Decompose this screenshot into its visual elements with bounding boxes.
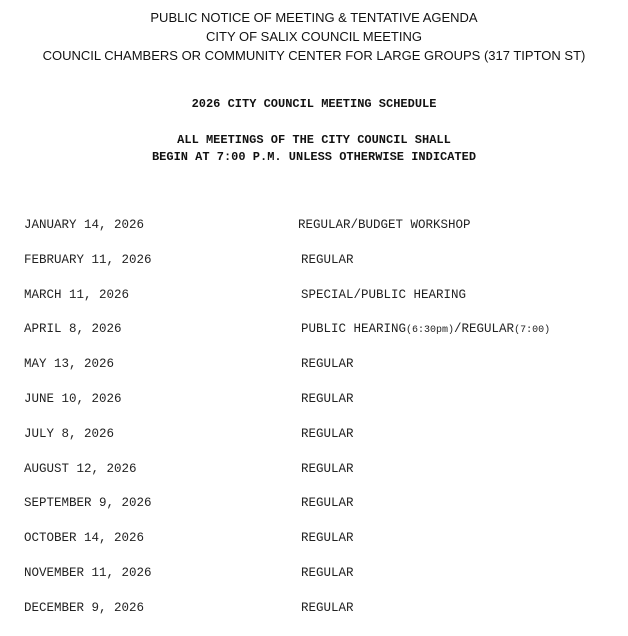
- meeting-date: JANUARY 14, 2026: [24, 218, 145, 232]
- meeting-type: SPECIAL/PUBLIC HEARING: [301, 287, 467, 302]
- schedule-note-line-2: BEGIN AT 7:00 P.M. UNLESS OTHERWISE INDICATED: [151, 150, 477, 164]
- meeting-type: REGULAR: [301, 252, 354, 267]
- meeting-time: (6:30pm): [406, 325, 455, 337]
- schedule-row-march: [0, 287, 628, 322]
- meeting-type: REGULAR/BUDGET WORKSHOP: [298, 218, 471, 232]
- schedule-row-august: [0, 461, 628, 496]
- meeting-date: MAY 13, 2026: [24, 357, 115, 372]
- meeting-date: NOVEMBER 11, 2026: [24, 565, 152, 580]
- meeting-type: REGULAR: [301, 426, 354, 441]
- meeting-type: REGULAR: [301, 496, 354, 511]
- schedule-row-may: [0, 356, 628, 391]
- meeting-type: REGULAR: [301, 391, 354, 406]
- meeting-type: REGULAR: [301, 565, 354, 580]
- schedule-row-april: [0, 321, 628, 356]
- notice-header: [0, 8, 628, 65]
- meeting-date: APRIL 8, 2026: [24, 322, 122, 337]
- schedule-row-october: [0, 530, 628, 565]
- meeting-date: FEBRUARY 11, 2026: [24, 252, 152, 267]
- meeting-type: REGULAR: [301, 357, 354, 372]
- schedule-row-july: [0, 426, 628, 461]
- notice-title: PUBLIC NOTICE OF MEETING & TENTATIVE AGENDA: [150, 10, 478, 25]
- meeting-type: REGULAR: [301, 531, 354, 546]
- meeting-date: MARCH 11, 2026: [24, 287, 130, 302]
- meeting-date: AUGUST 12, 2026: [24, 461, 137, 476]
- council-name: CITY OF SALIX COUNCIL MEETING: [206, 29, 422, 44]
- meeting-date: SEPTEMBER 9, 2026: [24, 496, 152, 511]
- meeting-type-part: PUBLIC HEARING: [301, 322, 407, 337]
- schedule-row-september: [0, 495, 628, 530]
- schedule-title: 2026 CITY COUNCIL MEETING SCHEDULE: [191, 97, 437, 111]
- meeting-location: COUNCIL CHAMBERS OR COMMUNITY CENTER FOR LARGE GROUPS (317 TIPTON ST): [42, 48, 586, 63]
- schedule-note-line-1: ALL MEETINGS OF THE CITY COUNCIL SHALL: [177, 133, 451, 147]
- schedule-row-february: [0, 252, 628, 287]
- schedule-row-june: [0, 391, 628, 426]
- meeting-date: DECEMBER 9, 2026: [24, 600, 145, 615]
- meeting-type-part: /REGULAR: [454, 322, 515, 337]
- schedule-row-january: [0, 217, 628, 252]
- meeting-type: REGULAR: [301, 461, 354, 476]
- meeting-date: JUNE 10, 2026: [24, 391, 122, 406]
- schedule-row-december: [0, 600, 628, 635]
- schedule-list: [0, 217, 628, 635]
- meeting-time: (7:00): [514, 325, 551, 337]
- schedule-row-november: [0, 565, 628, 600]
- meeting-date: JULY 8, 2026: [24, 426, 115, 441]
- meeting-date: OCTOBER 14, 2026: [24, 531, 145, 546]
- schedule-note: [0, 132, 628, 166]
- meeting-type: [301, 321, 550, 339]
- meeting-type: REGULAR: [301, 600, 354, 615]
